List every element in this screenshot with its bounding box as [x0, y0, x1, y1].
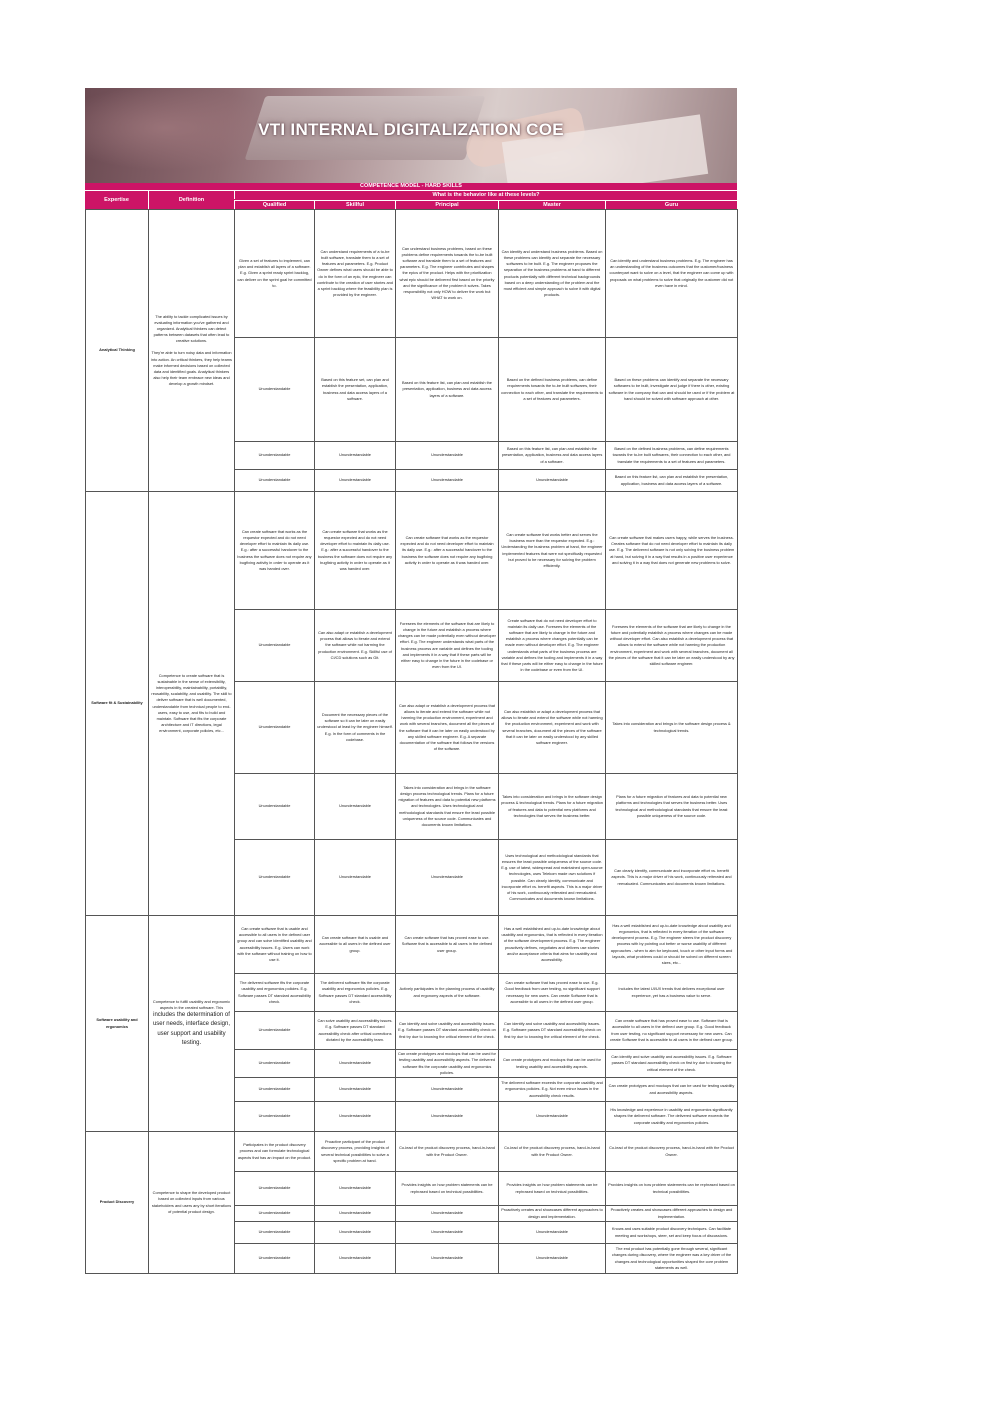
cell: Ununderstandable: [396, 1078, 499, 1102]
expertise-analytical-thinking: Analytical Thinking: [86, 210, 149, 492]
banner-title: VTI INTERNAL DIGITALIZATION COE: [258, 120, 564, 139]
cell: Ununderstandable: [235, 1244, 315, 1274]
cell: Uses technological and methodological standards that ensures the least possible uniqueness of the source code. E.g. use of latest, widespread and maintained open-source technologies, uses Telekom made own solutions if possible. Can clearly identify, communicate and incorporate effort vs. benefit aspects. This is a major driver of his work, continuously reiterated and reevaluated. Communicates and documents known limitations.: [499, 840, 606, 916]
cell: Plans for a future migration of features and data to potential new platforms and technologies that serves the business better. Uses technological and methodological standards that ensure the least possible uniqueness of the source code.: [606, 774, 738, 840]
cell: Co-lead of the product discovery process, hand-in-hand with the Product Owner.: [396, 1132, 499, 1172]
cell: Ununderstandable: [315, 442, 396, 470]
cell: Ununderstandable: [315, 1222, 396, 1244]
cell: Ununderstandable: [235, 470, 315, 492]
cell: Foresees the elements of the software that are likely to change in the future and potentially establish a process where changes can be made without developer effort. Can also establish a development process that allows to extend the software while not harming the production environment, experiment and work with several branches, document all the pieces of the software that it can be later on easily understood by any skilled software engineer.: [606, 610, 738, 682]
definition-text-large: includes the determination of user needs, interface design, user support and usability testing.: [152, 1011, 231, 1046]
cell: Provides insights on how problem statements can be rephrased based on technical possibilities.: [499, 1172, 606, 1206]
cell: Based on this feature list, can plan and establish the presentation, application, business and data access layers of a software.: [396, 338, 499, 442]
cell: Can create software that works as the requestor expected and do not need developer effort to maintain its daily use. E.g.: after a successful handover to the business the software does not require any bugfixing activity in order to operate as it was handed over.: [235, 492, 315, 610]
cell: Ununderstandable: [499, 1102, 606, 1132]
cell: Ununderstandable: [315, 1172, 396, 1206]
cell: Ununderstandable: [499, 1244, 606, 1274]
table-row: [86, 1132, 738, 1172]
cell: Can create software that works as the requestor expected and do not need developer effort to maintain its daily use. E.g.: after a successful handover to the business the software does not require any bugfixing activity in order to operate as it was handed over.: [396, 492, 499, 610]
cell: Can clearly identify, communicate and incorporate effort vs. benefit aspects. This is a major driver of his work, continuously reiterated and reevaluated. Communicates and documents known limitations.: [606, 840, 738, 916]
cell: Proactively creates and showcases different approaches to design and implementation.: [499, 1206, 606, 1222]
cell: Can also adapt or establish a development process that allows to iterate and extend the software while not harming the production environment. E.g. Skillful use of CI/CD solutions such as Git.: [315, 610, 396, 682]
cell: Based on this feature list, can plan and establish the presentation, application, business and data access layers of a software.: [499, 442, 606, 470]
cell: His knowledge and experience in usability and ergonomics significantly shapes the delivered software. The delivered software exceeds the corporate usability and ergonomics policies.: [606, 1102, 738, 1132]
cell: Can create software that works better and serves the business more than the requestor expected. E.g.: Understanding the business problem at hand, the engineer implemented features that were not specifically requested but proved to be necessary for solving the problem efficiently.: [499, 492, 606, 610]
cell: Based on this feature set, can plan and establish the presentation, application, business and data access layers of a software.: [315, 338, 396, 442]
cell: Ununderstandable: [396, 1244, 499, 1274]
cell: Ununderstandable: [315, 1102, 396, 1132]
cell: Ununderstandable: [235, 1078, 315, 1102]
cell: Can solve usability and accessibility issues. E.g. Software passes DT standard accessibility check after critical corrections dictated by the accessibility team.: [315, 1012, 396, 1050]
header-banner: [85, 88, 737, 183]
cell: Can identify and solve usability and accessibility issues. E.g. Software passes DT standard accessibility check on first try due to knowing the critical element of the check.: [606, 1050, 738, 1078]
definition-software-fit: Competence to create software that is sustainable in the sense of extensibility, interoperability, maintainability, portability, reusability, scalability, and usability. The skill to deliver software that is well documented, understandable from technical people to end-users, easy to use, and fits to build and maintain. Software that fits the corporate architecture and IT directions, legal environment, corporate policies, etc...: [149, 492, 235, 916]
cell: Can understand business problems, based on these problems define requirements towards the to-be built software and translate them to a set of features and parameters. E.g. The engineer contributes and shapes the epics of the product. Helps with the prioritization what epic should be delivered first based on the priority and the significance of the problem it solves. Takes responsibility not only HOW to deliver the work but WHAT to work on.: [396, 210, 499, 338]
cell: Co-lead of the product discovery process, hand-in-hand with the Product Owner.: [606, 1132, 738, 1172]
cell: Ununderstandable: [235, 1172, 315, 1206]
cell: The end product has potentially gone through several, significant changes during discovery, where the engineer was a key driver of the changes and technological opportunities shaped the core problem statements as well.: [606, 1244, 738, 1274]
competence-sheet: [85, 88, 737, 1274]
cell: Ununderstandable: [315, 840, 396, 916]
cell: Proactive participant of the product discovery process, providing insights of several technical possibilities to solve a specific problem at hand.: [315, 1132, 396, 1172]
cell: Ununderstandable: [315, 1050, 396, 1078]
cell: Can also adapt or establish a development process that allows to iterate and extend the software while not harming the production environment, experiment and work with several branches, document all the pieces of the software that it can be later on easily understood by any skilled software engineer. E.g. A separate documentation of the software that follows the versions of the software.: [396, 682, 499, 774]
cell: Can create prototypes and mockups that can be used for testing usability and accessibility aspects. The delivered software fits the corporate usability and ergonomics policies.: [396, 1050, 499, 1078]
definition-analytical-thinking: [149, 210, 235, 492]
cell: Ununderstandable: [396, 442, 499, 470]
cell: Based on this feature list, can plan and establish the presentation, application, business and data access layers of a software.: [606, 470, 738, 492]
cell: Can create software that makes users happy, while serves the business. Creates software that do not need developer effort to maintain its daily use. E.g. The delivered software is not only solving the business problem at hand, but solving it in a way that results in a positive user experience and solving it in a way that does not generate new problems to solve.: [606, 492, 738, 610]
cell: Has a well established and up-to-date knowledge about usability and ergonomics, that is reflected in every iteration of the software development process. E.g. The engineer steers the product discovery process with by pointing out better or worse usability of different approaches - when to aim for keyboard, touch or other input forms and layouts, what problems could or should be solved on different screen sizes, etc...: [606, 916, 738, 974]
cell: The delivered software fits the corporate usability and ergonomics policies. E.g. Software passes DT standard accessibility check.: [315, 974, 396, 1012]
cell: Can create software that has proved ease to use. Software that is accessible to all users in the defined user group. E.g. Good feedback from user testing, no significant support necessary for new users. Can create Software that is accessible to all users in the defined user group.: [606, 1012, 738, 1050]
levels-question: What is the behavior like at these levels?: [234, 191, 737, 199]
cell: Ununderstandable: [235, 1102, 315, 1132]
cell: Can also establish or adapt a development process that allows to iterate and extend the software while not harming the production environment, experiment and work with several branches, document all the pieces of the software that it can be later on easily understood by any skilled software engineer.: [499, 682, 606, 774]
cell: Proactively creates and showcases different approaches to design and implementation.: [606, 1206, 738, 1222]
cell: Ununderstandable: [235, 1012, 315, 1050]
cell: Given a set of features to implement, can plan and establish all layers of a software. E.g. Given a sprint ready sprint backlog, can deliver on the sprint goal he committed to.: [235, 210, 315, 338]
cell: Foresees the elements of the software that are likely to change in the future and establish a process where changes can be made potentially even without developer effort. E.g. The engineer understands what parts of the business process are variable and defines the tooling and implements it in a way that if these parts will be either easy to change in the future in the codebase or even from the UI.: [396, 610, 499, 682]
definition-text: Competence to fulfill usability and ergonomic aspects in the created software. This: [152, 998, 231, 1010]
cell: Participates in the product discovery process and can formulate technological aspects that has an impact on the product.: [235, 1132, 315, 1172]
level-header-guru: Guru: [605, 200, 737, 209]
cell: Ununderstandable: [396, 470, 499, 492]
cell: Ununderstandable: [396, 840, 499, 916]
model-title: COMPETENCE MODEL - HARD SKILLS: [85, 183, 737, 191]
cell: Ununderstandable: [396, 1206, 499, 1222]
cell: Can create prototypes and mockups that can be used for testing usability and accessibility aspects.: [499, 1050, 606, 1078]
cell: Ununderstandable: [235, 1050, 315, 1078]
cell: Provides insights on how problem statements can be rephrased based on technical possibilities.: [606, 1172, 738, 1206]
cell: Ununderstandable: [499, 1222, 606, 1244]
cell: Can create prototypes and mockups that can be used for testing usability and accessibility aspects.: [606, 1078, 738, 1102]
table-row: [86, 492, 738, 610]
level-header-master: Master: [498, 200, 605, 209]
cell: Can create software that has proved ease to use. E.g. Good feedback from user testing, no significant support necessary for new users. Can create Software that is accessible to all users in the defined user group.: [499, 974, 606, 1012]
definition-text: The ability to tackle complicated issues by evaluating information you've gathered and organized. Analytical thinkers can detect patterns between datasets that often lead to creative solutions.: [153, 314, 230, 344]
cell: Based on the defined business problems, can define requirements towards the to-be built softwares, their connection to each other, and translate the requirements to a set of features and parameters.: [499, 338, 606, 442]
cell: Ununderstandable: [235, 840, 315, 916]
expertise-usability: Software usability and ergonomics: [86, 916, 149, 1132]
definition-product-discovery: Competence to shape the developed product based on collected inputs from various stakeholders and users any by short iterations of potential product design.: [149, 1132, 235, 1274]
cell: Ununderstandable: [396, 1222, 499, 1244]
cell: Includes the latest UI/UX trends that delivers exceptional user experience, yet has a business value to serve.: [606, 974, 738, 1012]
cell: Takes into consideration and brings in the software design process technological trends. Plans for a future migration of features and data to potential new platforms and technologies. Uses technological and methodological standards that ensure the least possible uniqueness of the source code. Communicates and documents known limitations.: [396, 774, 499, 840]
column-header-row: [85, 191, 737, 209]
cell: Takes into consideration and brings in the software design process & technological trends. Plans for a future migration of features and data to potential new platforms and technologies that serves the business better.: [499, 774, 606, 840]
cell: Based on these problems can identify and separate the necessary softwares to be built, investigate and judge if there is other, existing software in the company that can and should be used or if the problem at hand should be solved with software approach at other.: [606, 338, 738, 442]
cell: Can create software that has proved ease to use. Software that is accessible to all users in the defined user group.: [396, 916, 499, 974]
cell: Ununderstandable: [235, 610, 315, 682]
cell: Can identify and solve usability and accessibility issues. E.g. Software passes DT standard accessibility check on first try due to knowing the critical element of the check.: [499, 1012, 606, 1050]
level-header-principal: Principal: [395, 200, 498, 209]
cell: Ununderstandable: [315, 1244, 396, 1274]
cell: Ununderstandable: [315, 1206, 396, 1222]
definition-header: Definition: [148, 191, 234, 209]
cell: Can create software that is usable and accessible to all users in the defined user group.: [315, 916, 396, 974]
definition-text-2: They're able to turn noisy data and information into action. An critical thinkers, they help teams make informed decisions based on collected data and identified goals. Analytical thinkers also help their team embrace new ideas and develop a growth mindset.: [151, 350, 232, 386]
cell: Ununderstandable: [235, 442, 315, 470]
cell: Has a well established and up-to-date knowledge about usability and ergonomics, that is reflected in every iteration of the software development process. E.g. The engineer proactively defines, negotiates and delivers use stories and/or acceptance criteria that aims for usability and accessibility.: [499, 916, 606, 974]
cell: Create software that do not need developer effort to maintain its daily use. Foresees the elements of the software that are likely to change in the future and establish a process where changes potentially can be made even without developer effort. E.g. The engineer understands what parts of the business process are variable and defines the tooling and implements it in a way that if these parts will be either easy to change in the future in the codebase or even from the UI.: [499, 610, 606, 682]
cell: Ununderstandable: [235, 338, 315, 442]
definition-usability: [149, 916, 235, 1132]
cell: Ununderstandable: [235, 774, 315, 840]
cell: Ununderstandable: [315, 774, 396, 840]
cell: Provides insights on how problem statements can be rephrased based on technical possibilities.: [396, 1172, 499, 1206]
competence-table: [85, 209, 738, 1274]
cell: Can identify and solve usability and accessibility issues. E.g. Software passes DT standard accessibility check on first try due to knowing the critical element of the check.: [396, 1012, 499, 1050]
cell: The delivered software exceeds the corporate usability and ergonomics policies. E.g. Not even minor issues in the accessibility check results.: [499, 1078, 606, 1102]
cell: Knows and uses suitable product discovery techniques. Can facilitate meeting and workshops, steer, set and keep focus of discussions.: [606, 1222, 738, 1244]
table-row: [86, 210, 738, 338]
table-row: [86, 916, 738, 974]
cell: Actively participates in the planning process of usability and ergonomy aspects of the software.: [396, 974, 499, 1012]
cell: Takes into consideration and brings in the software design process & technological trends.: [606, 682, 738, 774]
cell: Can create software that works as the requestor expected and do not need developer effort to maintain its daily use. E.g.: after a successful handover to the business the software does not require any bugfixing activity in order to operate as it was handed over.: [315, 492, 396, 610]
expertise-header: Expertise: [104, 197, 129, 203]
cell: Can identify and understand business problems. E.g. The engineer has an understanding of the business outcomes that the customer/business counterpart want to solve on a level, that the engineer can come up with proposals on what problems to solve that originally the customer did not even have in mind.: [606, 210, 738, 338]
cell: Can identify and understand business problems. Based on these problems can identify and separate the necessary softwares to be built. E.g. The engineer proposes the separation of the business problems at hand to different products potentially with different technical backgrounds based on a deep understanding of the problem and the most efficient and simple approach to solve it with digital products.: [499, 210, 606, 338]
cell: Ununderstandable: [235, 1206, 315, 1222]
cell: Ununderstandable: [235, 682, 315, 774]
expertise-product-discovery: Product Discovery: [86, 1132, 149, 1274]
cell: Based on the defined business problems, can define requirements towards the to-be built softwares, their connection to each other, and translate the requirements to a set of features and parameters.: [606, 442, 738, 470]
cell: Ununderstandable: [499, 470, 606, 492]
cell: Can create software that is usable and accessible to all users in the defined user group and can solve identified usability and accessibility issues. E.g. Users can work with the software without training on how to use it.: [235, 916, 315, 974]
cell: The delivered software fits the corporate usability and ergonomics policies. E.g. Software passes DT standard accessibility check.: [235, 974, 315, 1012]
cell: Ununderstandable: [315, 1078, 396, 1102]
cell: Ununderstandable: [315, 470, 396, 492]
level-header-qualified: Qualified: [234, 200, 314, 209]
expertise-software-fit: Software fit & Sustainability: [86, 492, 149, 916]
cell: Document the necessary pieces of the software so it can be later on easily understood at least by the engineer himself. E.g. In the form of comments in the codebase.: [315, 682, 396, 774]
cell: Co-lead of the product discovery process, hand-in-hand with the Product Owner.: [499, 1132, 606, 1172]
level-header-skillful: Skillful: [314, 200, 395, 209]
cell: Ununderstandable: [235, 1222, 315, 1244]
cell: Can understand requirements of a to-be built software, translate them to a set of features and parameters. E.g. Product Owner defines what users should be able to do in the form of an epic, the engineer can contribute to the creation of user stories and a sprint backlog where the feasibility plan is provided by the engineer.: [315, 210, 396, 338]
cell: Ununderstandable: [396, 1102, 499, 1132]
